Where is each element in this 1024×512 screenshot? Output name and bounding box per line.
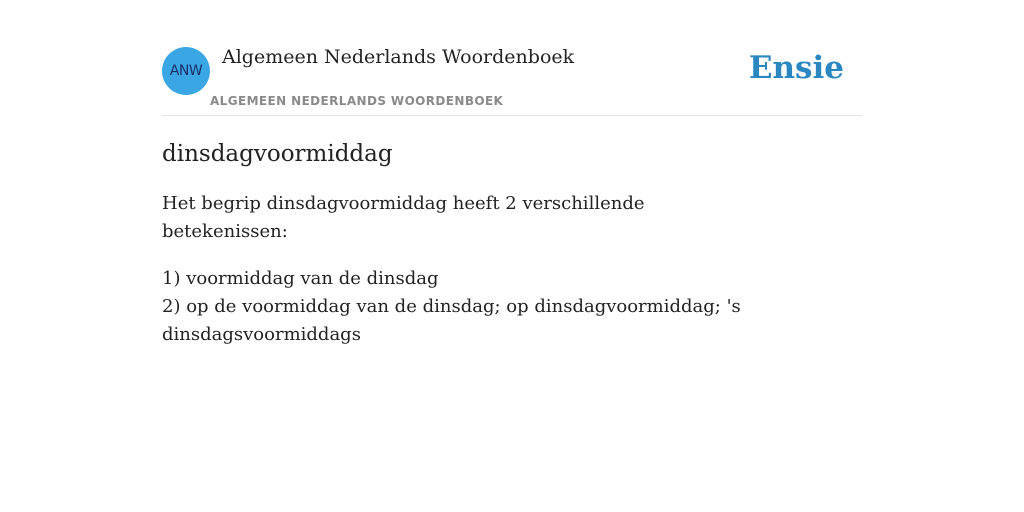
dictionary-subtitle: ALGEMEEN NEDERLANDS WOORDENBOEK <box>210 94 504 108</box>
meaning-item: 2) op de voormiddag van de dinsdag; op dinsdagvoormiddag; 's dinsdagsvoormiddags <box>162 296 741 345</box>
entry-intro: Het begrip dinsdagvoormiddag heeft 2 verschillende betekenissen: <box>162 193 645 242</box>
logo-text: ANW <box>169 63 203 79</box>
header <box>162 44 862 116</box>
dictionary-title[interactable]: Algemeen Nederlands Woordenboek <box>222 46 575 68</box>
anw-logo[interactable] <box>162 47 210 95</box>
meanings-list <box>162 265 762 349</box>
meaning-item: 1) voormiddag van de dinsdag <box>162 268 439 289</box>
ensie-logo-link[interactable]: Ensie <box>748 50 844 86</box>
entry-content <box>162 138 762 349</box>
entry-word: dinsdagvoormiddag <box>162 141 393 167</box>
